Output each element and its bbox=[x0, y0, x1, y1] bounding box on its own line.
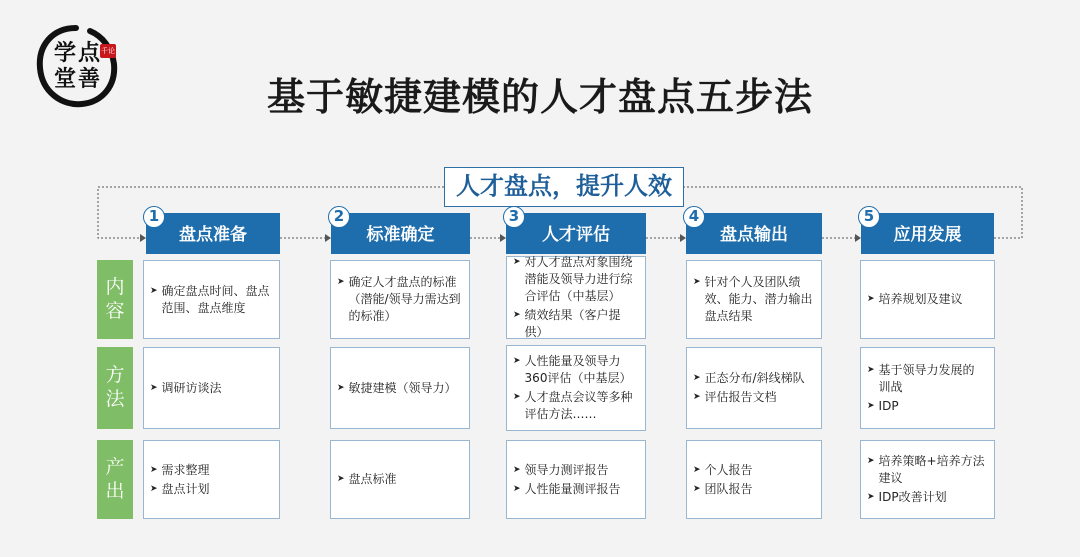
list-item bbox=[867, 489, 986, 506]
list-item bbox=[150, 481, 271, 498]
list-item bbox=[150, 283, 271, 317]
list-item bbox=[337, 471, 461, 488]
page-title: 基于敏捷建模的人才盘点五步法 bbox=[266, 75, 813, 119]
bullet-text: 确定盘点时间、盘点范围、盘点维度 bbox=[161, 283, 270, 315]
arrow-bullet-icon: ➤ bbox=[513, 310, 521, 320]
arrow-bullet-icon: ➤ bbox=[867, 294, 875, 304]
list-item bbox=[693, 274, 813, 325]
step-number-2: 2 bbox=[328, 206, 350, 228]
cell-method-step3 bbox=[506, 345, 646, 431]
list-item bbox=[150, 380, 271, 397]
bullet-text: 对人才盘点对象围绕潜能及领导力进行综合评估（中基层） bbox=[524, 255, 633, 303]
logo-char-1: 学 bbox=[54, 40, 77, 66]
list-item bbox=[867, 291, 986, 308]
cell-content-step3 bbox=[506, 256, 646, 339]
bullet-text: 盘点计划 bbox=[161, 481, 210, 496]
arrow-bullet-icon: ➤ bbox=[150, 285, 158, 296]
bullet-text: 正态分布/斜线梯队 bbox=[704, 371, 805, 385]
arrow-bullet-icon: ➤ bbox=[513, 483, 521, 494]
cell-method-step2 bbox=[330, 347, 470, 429]
cell-content-step4 bbox=[686, 260, 822, 339]
banner: 人才盘点，提升人效 bbox=[444, 167, 684, 207]
step-header-2: 标准确定 bbox=[331, 213, 470, 254]
step-number-3: 3 bbox=[503, 206, 525, 228]
cell-content-step2 bbox=[330, 260, 470, 339]
bullet-text: IDP改善计划 bbox=[878, 490, 947, 504]
cell-method-step4 bbox=[686, 347, 822, 429]
arrow-bullet-icon: ➤ bbox=[337, 382, 345, 393]
list-item bbox=[693, 389, 813, 406]
list-item bbox=[693, 370, 813, 387]
arrow-bullet-icon: ➤ bbox=[867, 456, 875, 466]
bullet-text: 基于领导力发展的训战 bbox=[878, 362, 975, 394]
arrow-bullet-icon: ➤ bbox=[693, 392, 701, 402]
bullet-text: 人性能量及领导力360评估（中基层） bbox=[524, 354, 632, 385]
list-item bbox=[513, 307, 637, 341]
arrow-bullet-icon: ➤ bbox=[150, 464, 158, 475]
list-item bbox=[150, 462, 271, 479]
row-label-output-line1: 产 bbox=[105, 455, 125, 478]
step-header-3: 人才评估 bbox=[506, 213, 646, 254]
list-item bbox=[867, 453, 986, 487]
cell-output-step5 bbox=[860, 440, 995, 519]
row-label-output-line2: 出 bbox=[105, 479, 125, 502]
bullet-text: 需求整理 bbox=[161, 462, 210, 477]
bullet-text: 敏捷建模（领导力） bbox=[348, 380, 457, 395]
bullet-text: 确定人才盘点的标准（潜能/领导力需达到的标准） bbox=[348, 275, 461, 323]
bullet-text: 绩效结果（客户提供） bbox=[524, 308, 621, 339]
list-item bbox=[513, 254, 637, 305]
bullet-text: 个人报告 bbox=[704, 462, 753, 477]
arrow-bullet-icon: ➤ bbox=[337, 277, 345, 287]
arrow-bullet-icon: ➤ bbox=[150, 382, 158, 393]
logo-char-4: 善 bbox=[78, 66, 101, 92]
arrow-bullet-icon: ➤ bbox=[693, 373, 701, 383]
bullet-text: 培养策略+培养方法建议 bbox=[878, 454, 985, 485]
bullet-text: 评估报告文档 bbox=[704, 390, 777, 404]
arrow-bullet-icon: ➤ bbox=[693, 277, 701, 287]
arrow-bullet-icon: ➤ bbox=[693, 483, 701, 494]
cell-content-step1 bbox=[143, 260, 280, 339]
bullet-text: 调研访谈法 bbox=[161, 380, 222, 395]
list-item bbox=[867, 362, 986, 396]
arrow-bullet-icon: ➤ bbox=[867, 400, 875, 411]
row-label-output bbox=[97, 440, 133, 519]
list-item bbox=[513, 389, 637, 423]
row-label-method bbox=[97, 347, 133, 429]
step-number-5: 5 bbox=[858, 206, 880, 228]
step-number-1: 1 bbox=[143, 206, 165, 228]
row-label-content-line2: 容 bbox=[105, 299, 125, 322]
bullet-text: 领导力测评报告 bbox=[524, 462, 609, 477]
bullet-text: 人性能量测评报告 bbox=[524, 481, 621, 496]
row-label-method-line1: 方 bbox=[105, 364, 125, 387]
bullet-text: 团队报告 bbox=[704, 481, 753, 496]
list-item bbox=[693, 462, 813, 479]
bullet-text: IDP bbox=[878, 398, 899, 413]
cell-output-step2 bbox=[330, 440, 470, 519]
list-item bbox=[693, 481, 813, 498]
arrow-bullet-icon: ➤ bbox=[513, 464, 521, 475]
logo-char-3: 堂 bbox=[54, 66, 77, 92]
arrow-bullet-icon: ➤ bbox=[693, 464, 701, 475]
bullet-text: 针对个人及团队绩效、能力、潜力输出盘点结果 bbox=[704, 275, 813, 323]
list-item bbox=[337, 380, 461, 397]
cell-output-step4 bbox=[686, 440, 822, 519]
arrow-bullet-icon: ➤ bbox=[867, 492, 875, 502]
cell-method-step5 bbox=[860, 347, 995, 429]
step-number-4: 4 bbox=[683, 206, 705, 228]
arrow-bullet-icon: ➤ bbox=[513, 392, 521, 402]
list-item bbox=[513, 481, 637, 498]
cell-method-step1 bbox=[143, 347, 280, 429]
step-header-1: 盘点准备 bbox=[146, 213, 280, 254]
cell-output-step1 bbox=[143, 440, 280, 519]
bullet-text: 盘点标准 bbox=[348, 472, 397, 486]
list-item bbox=[513, 353, 637, 387]
logo-char-2: 点 bbox=[78, 40, 101, 66]
row-label-method-line2: 法 bbox=[105, 388, 125, 410]
logo-seal: 千论 bbox=[100, 44, 116, 58]
row-label-content-line1: 内 bbox=[105, 275, 125, 298]
arrow-bullet-icon: ➤ bbox=[513, 356, 521, 366]
bullet-text: 人才盘点会议等多种评估方法…… bbox=[524, 390, 633, 421]
list-item bbox=[513, 462, 637, 479]
list-item bbox=[867, 398, 986, 415]
bullet-text: 培养规划及建议 bbox=[878, 292, 963, 306]
arrow-bullet-icon: ➤ bbox=[513, 257, 521, 267]
row-label-content bbox=[97, 260, 133, 339]
cell-content-step5 bbox=[860, 260, 995, 339]
list-item bbox=[337, 274, 461, 325]
step-header-5: 应用发展 bbox=[861, 213, 994, 254]
step-header-4: 盘点输出 bbox=[686, 213, 822, 254]
arrow-bullet-icon: ➤ bbox=[150, 483, 158, 494]
cell-output-step3 bbox=[506, 440, 646, 519]
arrow-bullet-icon: ➤ bbox=[867, 364, 875, 375]
arrow-bullet-icon: ➤ bbox=[337, 474, 345, 484]
